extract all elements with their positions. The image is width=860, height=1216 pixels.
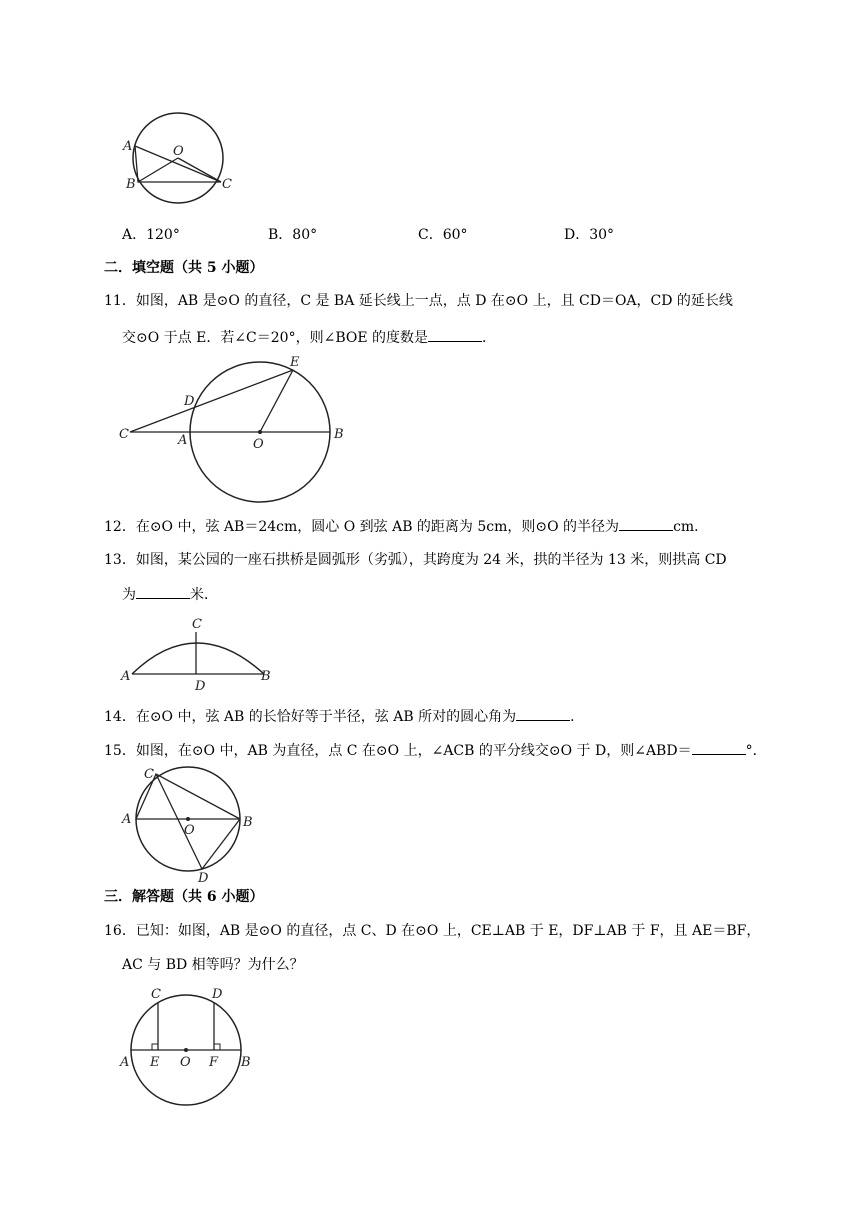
figure-q13 — [118, 614, 278, 694]
center-dot — [184, 1048, 188, 1052]
answer-blank — [428, 327, 482, 342]
label-d: D — [198, 871, 209, 886]
q12-end: cm． — [673, 519, 709, 535]
figure-q15 — [118, 764, 258, 886]
q14-end: ． — [570, 709, 585, 725]
label-c: C — [144, 767, 154, 782]
label-c: C — [151, 987, 161, 1002]
option-c: C．60° — [418, 227, 468, 243]
q11-line1: 11．如图，AB 是⊙O 的直径，C 是 BA 延长线上一点，点 D 在⊙O 上，且 CD＝OA，CD 的延长线 — [104, 293, 733, 309]
label-o: O — [173, 144, 184, 159]
option-b: B．80° — [268, 227, 318, 243]
label-f: F — [209, 1055, 219, 1070]
section-heading-solve: 三．解答题（共 6 小题） — [104, 889, 264, 905]
segment-bo — [138, 158, 178, 182]
label-c: C — [192, 617, 202, 632]
q15-text: 15．如图，在⊙O 中，AB 为直径，点 C 在⊙O 上，∠ACB 的平分线交⊙O 于 D，则∠ABD＝ — [104, 743, 692, 759]
answer-blank — [516, 706, 570, 721]
label-a: A — [121, 669, 131, 684]
figure-q10 — [118, 108, 248, 208]
q14-line — [104, 706, 584, 727]
q13-line1: 13．如图，某公园的一座石拱桥是圆弧形（劣弧），其跨度为 24 米，拱的半径为 13 米，则拱高 CD — [104, 552, 727, 568]
label-e: E — [290, 355, 300, 370]
right-angle-e — [152, 1044, 158, 1050]
center-dot — [258, 430, 262, 434]
line-cd — [156, 774, 202, 869]
center-dot — [186, 817, 190, 821]
label-c: C — [119, 427, 129, 442]
answer-blank — [136, 584, 190, 599]
label-a: A — [120, 1055, 130, 1070]
line-ce — [130, 370, 293, 432]
section-heading-fill-in: 二．填空题（共 5 小题） — [104, 260, 264, 276]
q15-end: °． — [745, 743, 767, 759]
label-d: D — [212, 987, 223, 1002]
label-c: C — [222, 177, 232, 192]
figure-q11 — [118, 352, 358, 502]
q13-line2 — [122, 584, 218, 605]
option-a: A．120° — [122, 227, 180, 243]
label-o: O — [253, 437, 264, 452]
q15-line — [104, 740, 767, 761]
label-b: B — [261, 669, 271, 684]
segment-oc — [178, 158, 221, 182]
line-oe — [260, 370, 293, 432]
q11-line2 — [122, 327, 496, 348]
answer-blank — [692, 740, 746, 755]
label-a: A — [122, 812, 132, 827]
label-b: B — [334, 427, 344, 442]
q11-text: 交⊙O 于点 E．若∠C＝20°，则∠BOE 的度数是 — [122, 330, 429, 346]
option-d: D．30° — [564, 227, 615, 243]
label-o: O — [180, 1055, 191, 1070]
label-b: B — [241, 1055, 251, 1070]
label-a: A — [123, 139, 133, 154]
q13-text: 为 — [122, 587, 136, 603]
arc — [132, 643, 264, 674]
label-d: D — [195, 679, 206, 694]
q12-line — [104, 516, 708, 537]
q12-text: 12．在⊙O 中，弦 AB＝24cm，圆心 O 到弦 AB 的距离为 5cm，则⊙O 的半径为 — [104, 519, 620, 535]
label-a: A — [178, 433, 188, 448]
q13-end: 米． — [190, 587, 218, 603]
label-b: B — [126, 177, 136, 192]
q14-text: 14．在⊙O 中，弦 AB 的长恰好等于半径，弦 AB 所对的圆心角为 — [104, 709, 517, 725]
answer-blank — [619, 516, 673, 531]
figure-q16 — [118, 986, 268, 1110]
label-b: B — [243, 815, 253, 830]
label-e: E — [150, 1055, 160, 1070]
label-d: D — [184, 394, 195, 409]
q16-line2: AC 与 BD 相等吗？为什么？ — [122, 957, 304, 973]
right-angle-f — [214, 1044, 220, 1050]
q16-line1: 16．已知：如图，AB 是⊙O 的直径，点 C、D 在⊙O 上，CE⊥AB 于 E，DF⊥AB 于 F，且 AE＝BF， — [104, 923, 761, 939]
q11-end: ． — [482, 330, 497, 346]
label-o: O — [184, 823, 195, 838]
